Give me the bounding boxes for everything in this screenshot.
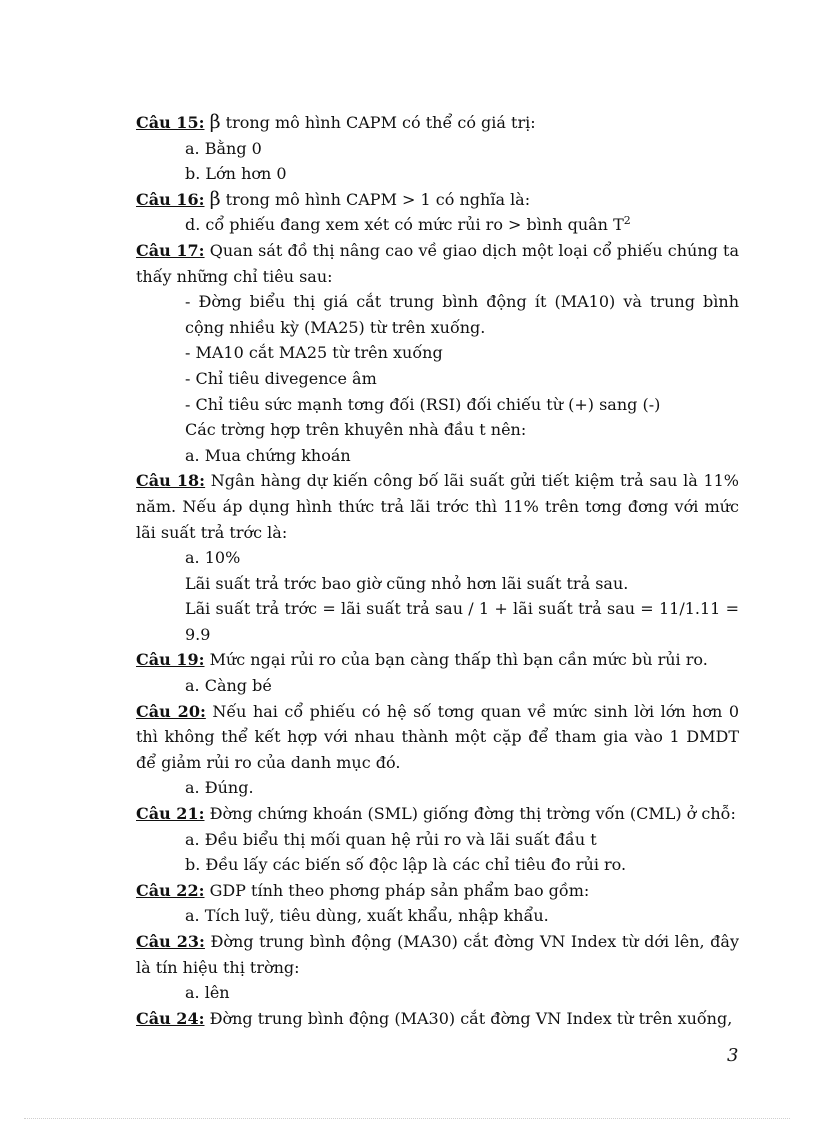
question-20 xyxy=(136,699,739,776)
question-text: Ngân hàng dự kiến công bố lãi suất gửi tiết kiệm trả sau là 11% năm. Nếu áp dụng hình thức trả lãi trớc thì 11% trên tơng đơng với mức lãi suất trả trớc là: xyxy=(136,471,740,542)
page-number: 3 xyxy=(727,1045,739,1066)
question-18 xyxy=(136,468,739,545)
beta-symbol: β xyxy=(209,111,221,133)
question-15 xyxy=(136,110,739,136)
page-bottom-divider xyxy=(24,1118,790,1119)
question-text: Nếu hai cổ phiếu có hệ số tơng quan về mức sinh lời lớn hơn 0 thì không thể kết hợp với nhau thành một cặp để tham gia vào 1 DMDT để giảm rủi ro của danh mục đó. xyxy=(136,701,739,772)
question-label: Câu 23: xyxy=(136,932,205,951)
question-text: trong mô hình CAPM > 1 có nghĩa là: xyxy=(220,189,531,209)
criterion: - Chỉ tiêu sức mạnh tơng đối (RSI) đối chiếu từ (+) sang (-) xyxy=(185,394,661,414)
question-label: Câu 21: xyxy=(136,804,205,824)
question-19 xyxy=(136,647,739,673)
question-16 xyxy=(136,187,739,213)
superscript: 2 xyxy=(623,214,631,228)
beta-symbol: β xyxy=(209,187,221,210)
answer: a. Bằng 0 xyxy=(185,138,262,158)
question-label: Câu 20: xyxy=(136,701,206,721)
answer: b. Đều lấy các biến số độc lập là các chỉ tiêu đo rủi ro. xyxy=(185,855,627,875)
explanation: Lãi suất trả trớc bao giờ cũng nhỏ hơn lãi suất trả sau. xyxy=(185,573,629,593)
question-21 xyxy=(136,801,739,827)
question-label: Câu 16: xyxy=(136,189,205,209)
prompt-line: Các trờng hợp trên khuyên nhà đầu t nên: xyxy=(185,420,527,440)
document-body xyxy=(136,110,739,1031)
criterion: - MA10 cắt MA25 từ trên xuống xyxy=(185,343,443,363)
question-label: Câu 22: xyxy=(136,880,205,900)
question-23 xyxy=(136,929,739,980)
answer: a. lên xyxy=(185,983,230,1003)
question-24 xyxy=(136,1006,739,1032)
answer: a. Đúng. xyxy=(185,778,254,798)
question-label: Câu 15: xyxy=(136,113,205,132)
question-22 xyxy=(136,878,739,904)
question-label: Câu 24: xyxy=(136,1008,205,1028)
question-text: trong mô hình CAPM có thể có giá trị: xyxy=(220,113,536,132)
answer xyxy=(136,212,739,238)
question-label: Câu 18: xyxy=(136,471,206,491)
question-text: Đờng trung bình động (MA30) cắt đờng VN Index từ trên xuống, xyxy=(204,1008,733,1028)
answer: a. Càng bé xyxy=(185,676,272,696)
question-17 xyxy=(136,238,739,289)
answer: a. 10% xyxy=(185,548,241,568)
answer: a. Tích luỹ, tiêu dùng, xuất khẩu, nhập khẩu. xyxy=(185,906,549,926)
question-text: GDP tính theo phơng pháp sản phẩm bao gồm: xyxy=(204,880,590,900)
question-text: Đờng trung bình động (MA30) cắt đờng VN Index từ dới lên, đây là tín hiệu thị trờng: xyxy=(136,932,739,977)
criterion: - Chỉ tiêu divegence âm xyxy=(185,368,377,388)
criterion: - Đờng biểu thị giá cắt trung bình động ít (MA10) và trung bình cộng nhiều kỳ (MA25) từ trên xuống. xyxy=(185,292,739,337)
question-text: Mức ngại rủi ro của bạn càng thấp thì bạn cần mức bù rủi ro. xyxy=(204,650,708,670)
question-label: Câu 19: xyxy=(136,650,205,670)
question-text: Quan sát đồ thị nâng cao về giao dịch một loại cổ phiếu chúng ta thấy những chỉ tiêu sau: xyxy=(136,240,739,286)
answer: a. Đều biểu thị mối quan hệ rủi ro và lãi suất đầu t xyxy=(185,829,597,849)
question-label: Câu 17: xyxy=(136,240,205,260)
answer: b. Lớn hơn 0 xyxy=(185,164,287,184)
answer-text: d. cổ phiếu đang xem xét có mức rủi ro > bình quân T xyxy=(185,215,624,235)
question-text: Đờng chứng khoán (SML) giống đờng thị trờng vốn (CML) ở chỗ: xyxy=(204,804,736,824)
explanation: Lãi suất trả trớc = lãi suất trả sau / 1 + lãi suất trả sau = 11/1.11 = 9.9 xyxy=(185,599,739,644)
answer: a. Mua chứng khoán xyxy=(185,445,351,465)
